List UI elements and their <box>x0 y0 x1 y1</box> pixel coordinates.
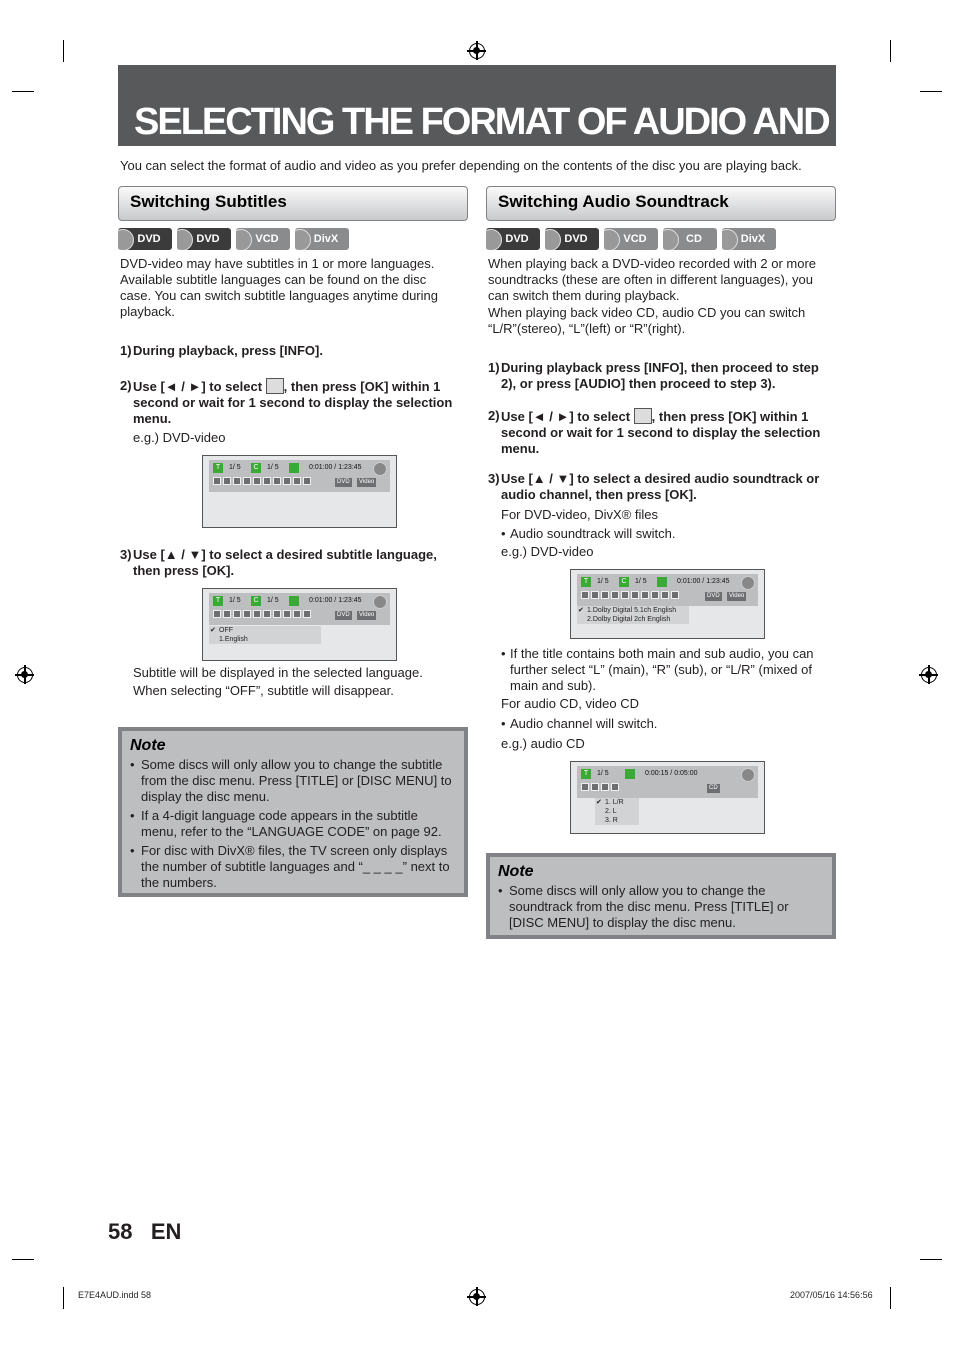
bullet-channel-switch: • Audio channel will switch. <box>501 716 831 732</box>
example-label: e.g.) audio CD <box>501 736 585 751</box>
chapter-icon: C <box>619 577 629 587</box>
note-heading: Note <box>498 863 534 880</box>
audio-body-1: When playing back a DVD-video recorded with 2 or more soundtracks (these are often in different languages), you can switch them during playback. <box>488 256 817 303</box>
subtitles-step-1: 1) During playback, press [INFO]. <box>120 343 323 358</box>
title-icon: T <box>213 596 223 606</box>
subtitle-icon <box>266 378 284 394</box>
list-item-selected[interactable]: ✔ 1.Dolby Digital 5.1ch English <box>578 607 677 614</box>
vcd-badge-icon: VCD <box>236 228 290 250</box>
crop-mark <box>920 1259 942 1260</box>
result-text-2: When selecting “OFF”, subtitle will disappear. <box>133 683 394 698</box>
dvd-video-badge-icon: DVD <box>486 228 540 250</box>
clock-icon <box>657 577 667 587</box>
soundtrack-list <box>577 606 689 624</box>
check-icon: ✔ <box>578 607 584 614</box>
chapter-icon: C <box>251 463 261 473</box>
language-label: EN <box>150 1219 182 1244</box>
audio-step-3: 3) Use [▲ / ▼] to select a desired audio soundtrack or audio channel, then press [OK]. <box>488 471 820 502</box>
page-title: SELECTING THE FORMAT OF AUDIO AND VIDEO <box>134 101 946 143</box>
osd-menu-icons <box>213 477 311 485</box>
section-header-subtitles <box>118 186 468 221</box>
disc-badges <box>118 228 349 250</box>
list-item-selected[interactable]: ✔ OFF <box>210 627 233 634</box>
check-icon: ✔ <box>210 627 216 634</box>
section-title: Switching Subtitles <box>130 192 287 211</box>
dvd-rdl-badge-icon: DVD <box>545 228 599 250</box>
check-icon: ✔ <box>596 799 602 806</box>
disc-badges <box>486 228 776 250</box>
osd-menu-icons <box>581 783 619 791</box>
note-box-audio <box>486 853 836 939</box>
bullet-soundtrack-switch: • Audio soundtrack will switch. <box>501 526 831 542</box>
vcd-badge-icon: VCD <box>604 228 658 250</box>
dvd-rdl-badge-icon: DVD <box>177 228 231 250</box>
crop-mark <box>12 1259 34 1260</box>
disc-icon <box>373 462 387 476</box>
note-box-subtitles <box>118 727 468 897</box>
audio-body-2: When playing back video CD, audio CD you can switch “L/R”(stereo), “L”(left) or “R”(right). <box>488 305 806 336</box>
file-info: E7E4AUD.indd 58 <box>78 1290 152 1300</box>
disc-icon <box>741 768 755 782</box>
audio-step-1: 1) During playback press [INFO], then proceed to step 2), or press [AUDIO] then proceed to step 3). <box>488 360 819 391</box>
list-item[interactable]: 2.Dolby Digital 2ch English <box>587 616 671 623</box>
page-number: 58 EN <box>108 1219 182 1244</box>
crop-mark <box>920 91 942 92</box>
list-item[interactable]: 3. R <box>605 817 618 824</box>
divx-badge-icon: DivX <box>722 228 776 250</box>
crop-mark <box>890 1287 891 1309</box>
audio-step-2: 2) Use [◄ / ►] to select , then press [OK] within 1 second or wait for 1 second to display the selection menu. <box>488 408 821 456</box>
disc-icon <box>373 595 387 609</box>
clock-icon <box>289 463 299 473</box>
crop-mark <box>12 91 34 92</box>
crop-mark <box>63 1287 64 1309</box>
for-cd-label: For audio CD, video CD <box>501 696 639 711</box>
osd-menu-icons <box>213 610 311 618</box>
registration-mark-icon <box>469 43 485 59</box>
disc-icon <box>741 576 755 590</box>
osd-screen-3: T 1/ 5 C 1/ 5 0:01:00 / 1:23:45 DVD Video ✔ 1.Dolby Digital 5.1ch English 2.Dolby Digital 2ch English <box>570 569 765 639</box>
chapter-icon: C <box>251 596 261 606</box>
example-label: e.g.) DVD-video <box>501 544 594 559</box>
note-item: • If a 4-digit language code appears in the subtitle menu, refer to the “LANGUAGE CODE” on page 92. <box>130 808 456 840</box>
section-title: Switching Audio Soundtrack <box>498 192 729 211</box>
cd-badge-icon: CD <box>663 228 717 250</box>
section-header-audio <box>486 186 836 221</box>
registration-mark-icon <box>469 1289 485 1305</box>
result-text-1: Subtitle will be displayed in the selected language. <box>133 665 423 680</box>
osd-screen-1: T 1/ 5 C 1/ 5 0:01:00 / 1:23:45 DVD Video <box>202 455 397 528</box>
channel-list <box>595 798 639 825</box>
crop-mark <box>63 40 64 62</box>
audio-speaker-icon <box>634 408 652 424</box>
date-info: 2007/05/16 14:56:56 <box>790 1290 873 1300</box>
osd-screen-4: T 1/ 5 0:00:15 / 0:05:00 CD ✔ 1. L/R 2. L 3. R <box>570 761 765 834</box>
for-dvd-label: For DVD-video, DivX® files <box>501 507 658 522</box>
divx-badge-icon: DivX <box>295 228 349 250</box>
bullet-main-sub: • If the title contains both main and sub audio, you can further select “L” (main), “R” (sub), or “L/R” (mixed of main and sub). <box>501 646 834 694</box>
dvd-video-badge-icon: DVD <box>118 228 172 250</box>
note-item: • Some discs will only allow you to change the soundtrack from the disc menu. Press [TITLE] or [DISC MENU] to display the disc menu. <box>498 883 824 931</box>
clock-icon <box>289 596 299 606</box>
intro-text: You can select the format of audio and video as you prefer depending on the contents of the disc you are playing back. <box>120 158 802 173</box>
note-heading: Note <box>130 737 166 754</box>
osd-screen-2: T 1/ 5 C 1/ 5 0:01:00 / 1:23:45 DVD Video ✔ OFF 1.English <box>202 588 397 661</box>
title-icon: T <box>213 463 223 473</box>
crop-mark <box>890 40 891 62</box>
example-label: e.g.) DVD-video <box>133 430 226 445</box>
list-item[interactable]: 1.English <box>219 636 248 643</box>
track-icon: T <box>581 769 591 779</box>
subtitles-body: DVD-video may have subtitles in 1 or more languages. Available subtitle languages can be found on the disc case. You can switch subtitle languages anytime during playback. <box>120 256 438 319</box>
registration-mark-icon <box>921 667 937 683</box>
title-icon: T <box>581 577 591 587</box>
subtitles-step-2: 2) Use [◄ / ►] to select , then press [OK] within 1 second or wait for 1 second to display the selection menu. <box>120 378 453 426</box>
note-item: • Some discs will only allow you to change the subtitle from the disc menu. Press [TITLE] or [DISC MENU] to display the disc menu. <box>130 757 456 805</box>
clock-icon <box>625 769 635 779</box>
list-item[interactable]: 2. L <box>605 808 617 815</box>
subtitles-step-3: 3) Use [▲ / ▼] to select a desired subtitle language, then press [OK]. <box>120 547 437 578</box>
list-item-selected[interactable]: ✔ 1. L/R <box>596 799 624 806</box>
note-item: • For disc with DivX® files, the TV screen only displays the number of subtitle languages and “_ _ _ _” next to the numbers. <box>130 843 456 891</box>
subtitle-list <box>209 626 321 644</box>
title-band <box>118 65 946 146</box>
registration-mark-icon <box>17 667 33 683</box>
osd-menu-icons <box>581 591 679 599</box>
